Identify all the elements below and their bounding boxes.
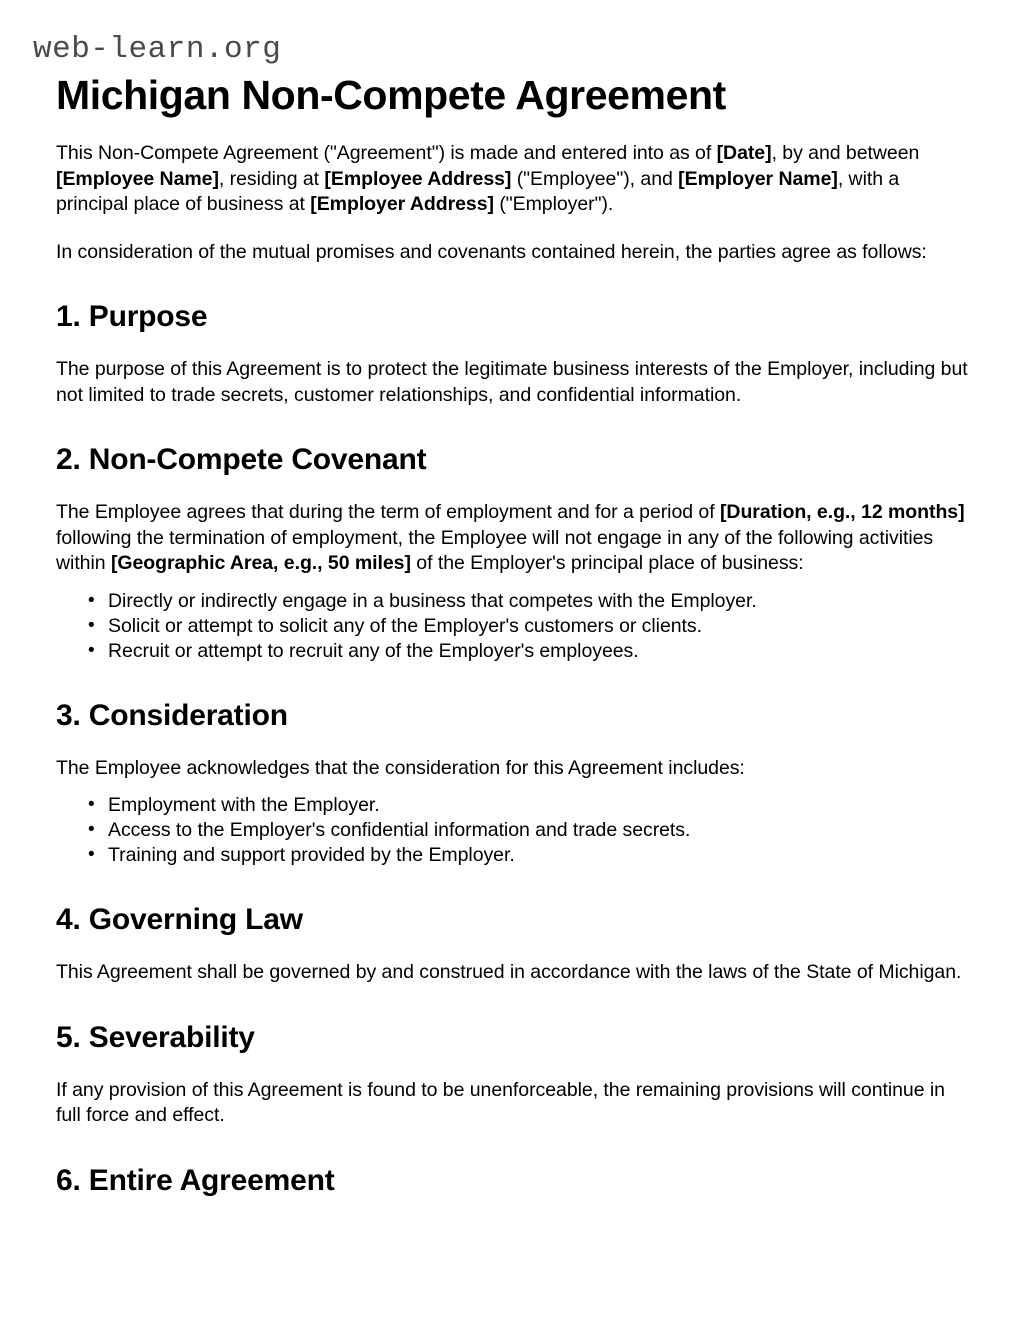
- page-title: Michigan Non-Compete Agreement: [56, 72, 726, 118]
- section-heading-1: 1. Purpose: [56, 300, 208, 333]
- text-run: , by and between: [771, 142, 920, 164]
- section-heading-5: 5. Severability: [56, 1020, 255, 1054]
- section-body-5: If any provision of this Agreement is found to be unenforceable, the remaining provisions will continue in full force and effect.: [56, 1078, 945, 1126]
- text-run: The Employee agrees that during the term of employment and for a period of: [56, 501, 720, 523]
- section-bullets-3: [56, 793, 968, 868]
- text-run: , with a principal place of business at: [56, 167, 900, 215]
- section-heading-4: 4. Governing Law: [56, 903, 303, 936]
- document-body: [56, 72, 968, 1199]
- placeholder-field: [Duration, e.g., 12 months]: [719, 501, 965, 523]
- section-body-1: The purpose of this Agreement is to protect the legitimate business interests of the Employer, including but not limited to trade secrets, customer relationships, and confidential information.: [56, 358, 968, 406]
- section-heading-2: 2. Non-Compete Covenant: [56, 443, 427, 476]
- preamble-paragraph: [56, 141, 968, 218]
- text-run: This Non-Compete Agreement ("Agreement") is made and entered into as of: [56, 142, 717, 164]
- text-run: following the termination of employment, the Employee will not engage in any of the following activities within: [56, 526, 934, 574]
- text-run: ("Employee"), and: [511, 167, 679, 190]
- section-body-4: This Agreement shall be governed by and construed in accordance with the laws of the State of Michigan.: [56, 961, 962, 983]
- list-item: • Access to the Employer's confidential information and trade secrets.: [88, 818, 968, 843]
- placeholder-field: [Employer Address]: [310, 193, 494, 215]
- list-item: • Directly or indirectly engage in a business that competes with the Employer.: [88, 589, 968, 614]
- placeholder-field: [Employee Name]: [56, 167, 219, 190]
- list-item: • Recruit or attempt to recruit any of the Employer's employees.: [88, 639, 968, 664]
- section-bullets-2: [56, 589, 968, 664]
- section-heading-6: 6. Entire Agreement: [56, 1163, 335, 1197]
- text-run: , residing at: [218, 167, 325, 190]
- site-watermark: web-learn.org: [33, 32, 282, 67]
- placeholder-field: [Employer Name]: [678, 167, 838, 190]
- section-heading-3: 3. Consideration: [56, 698, 288, 732]
- text-run: of the Employer's principal place of business:: [410, 552, 804, 574]
- list-item: • Employment with the Employer.: [88, 793, 968, 818]
- section-body-2: [56, 500, 968, 577]
- list-item: • Training and support provided by the Employer.: [88, 843, 968, 868]
- placeholder-field: [Geographic Area, e.g., 50 miles]: [110, 552, 411, 574]
- text-run: ("Employer").: [493, 193, 614, 215]
- list-item: • Solicit or attempt to solicit any of the Employer's customers or clients.: [88, 614, 968, 639]
- placeholder-field: [Employee Address]: [324, 167, 512, 190]
- placeholder-field: [Date]: [716, 142, 772, 164]
- recital-paragraph: In consideration of the mutual promises and covenants contained herein, the parties agree as follows:: [56, 240, 927, 263]
- section-body-3: The Employee acknowledges that the consideration for this Agreement includes:: [56, 756, 745, 779]
